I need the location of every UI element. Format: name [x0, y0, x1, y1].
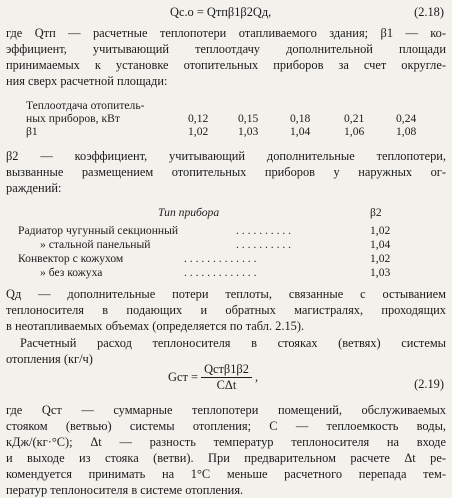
table-label: Радиатор чугунный секционный [18, 224, 179, 237]
equation-tail: , [255, 370, 259, 384]
paragraph-beta2-definition [6, 148, 446, 196]
table-cell: 1,04 [290, 125, 311, 138]
table-label: Конвектор с кожухом [18, 252, 124, 265]
text-line: в неотапливаемых объемах (определяется по табл. 2.15). [6, 319, 305, 333]
table-cell: 1,08 [396, 125, 417, 138]
table-label: » стальной панельный [40, 238, 151, 251]
equation-number-2-19: (2.19) [414, 377, 444, 391]
table-cell: 1,04 [370, 238, 391, 251]
text-line: и выходе из стояка (ветви). При предварительном расчете Δt ре- [6, 451, 446, 465]
table-cell: 0,18 [290, 112, 311, 125]
text-line: кДж/(кг·°С); Δt — разность температур теплоносителя на входе [6, 435, 446, 449]
leader-dots: . . . . . . . . . . . . . [184, 252, 257, 265]
text-line: ния сверх расчетной площади: [6, 74, 168, 88]
text-line: эффициент, учитывающий теплоотдачу дополнительной площади [6, 42, 446, 56]
paragraph-qst-definition [6, 402, 446, 498]
table-header-beta2: β2 [370, 206, 382, 219]
table-cell: 0,24 [396, 112, 417, 125]
table-cell: 0,21 [344, 112, 365, 125]
beta1-table [26, 99, 446, 138]
text-line: β2 — коэффициент, учитывающий дополнительные теплопотери, [6, 149, 446, 163]
text-line: принимаемых к установке отопительных приборов за счет округле- [6, 58, 446, 72]
text-line: стояком (ветвью) системы отопления; C — теплоемкость воды, [6, 419, 446, 433]
fraction-denominator: CΔt [216, 378, 237, 392]
text-line: где Qтп — расчетные теплопотери отапливаемого здания; β1 — ко- [6, 26, 446, 40]
paragraph-beta1-definition [6, 25, 446, 89]
table-cell: 1,02 [188, 125, 209, 138]
table-cell: 0,15 [238, 112, 259, 125]
equation-fraction [201, 362, 252, 393]
fraction-numerator: Qстβ1β2 [201, 362, 252, 378]
leader-dots: . . . . . . . . . . [236, 238, 292, 251]
equation-2-18: Qс.о = Qтпβ1β2Qд, [170, 5, 272, 19]
text-line: Qд — дополнительные потери теплоты, связанные с остыванием [6, 287, 446, 301]
text-line: Расчетный расход теплоносителя в стояках (ветвях) системы [20, 336, 446, 350]
table-header-device-type: Тип прибора [158, 206, 220, 219]
table-cell: 1,02 [370, 252, 391, 265]
leader-dots: . . . . . . . . . . . . . [184, 266, 257, 279]
table-cell: 1,03 [238, 125, 259, 138]
leader-dots: . . . . . . . . . . [236, 224, 292, 237]
table-label: Теплоотдача отопитель- [26, 99, 145, 112]
text-line: комендуется принимать на 1°С меньше расчетного перепада тем- [6, 467, 446, 481]
table-label: » без кожуха [40, 266, 103, 279]
paragraph-qd-definition [6, 286, 446, 334]
equation-lhs: Gст = [168, 370, 198, 384]
table-cell: 1,06 [344, 125, 365, 138]
table-cell: 1,03 [370, 266, 391, 279]
equation-number-2-18: (2.18) [414, 5, 444, 19]
text-line: раждений: [6, 181, 62, 195]
table-cell: 1,02 [370, 224, 391, 237]
text-line: вызванные размещением отопительных приборов у наружных ог- [6, 165, 446, 179]
table-label: ных приборов, кВт [26, 112, 120, 125]
table-cell: 0,12 [188, 112, 209, 125]
text-line: ператур теплоносителя в системе отопления. [6, 483, 244, 497]
text-line: отопления (кг/ч) [6, 352, 93, 366]
text-line: теплоносителя в подающих и обратных магистралях, проходящих [6, 303, 446, 317]
equation-2-19 [168, 362, 258, 393]
table-label: β1 [26, 125, 38, 138]
text-line: где Qст — суммарные теплопотери помещений, обслуживаемых [6, 403, 446, 417]
